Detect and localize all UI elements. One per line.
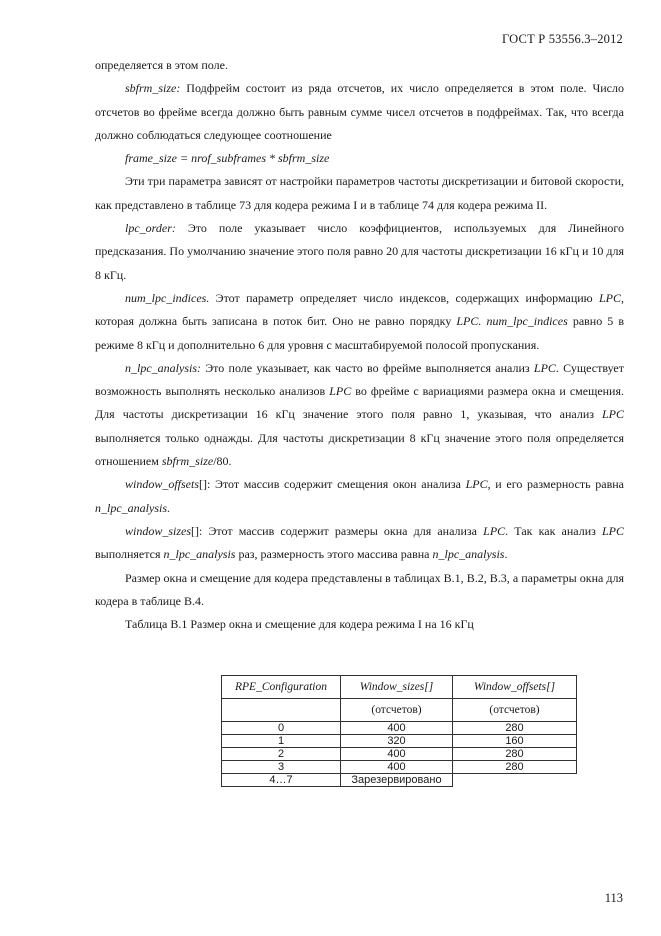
paragraph: Эти три параметра зависят от настройки параметров частоты дискретизации и битовой скорости, как представлено в таблице 73 для кодера режима I и в таблице 74 для кодера режима II.: [95, 174, 624, 212]
paragraph-num-lpc-indices: [95, 287, 624, 357]
paragraph-text: равно 5 в режиме 8 кГц и дополнительно 6 для уровня с масштабируемой полосой пропускания.: [95, 314, 624, 352]
table-row: [222, 761, 577, 774]
paragraph-text: Этот параметр определяет число индексов, содержащих информацию: [209, 290, 599, 305]
table-units-row: [222, 699, 577, 722]
paragraph-window-offsets: [95, 473, 624, 520]
table-cell: 280: [453, 722, 577, 735]
table-row: [222, 748, 577, 761]
table-cell: 280: [453, 761, 577, 774]
term: sbfrm_size: [161, 454, 214, 469]
paragraph: определяется в этом поле.: [95, 58, 228, 72]
table-cell: 320: [341, 735, 453, 748]
table-row: [222, 722, 577, 735]
column-header: RPE_Configuration: [222, 676, 341, 699]
table-row: [222, 735, 577, 748]
table-cell: 1: [222, 735, 341, 748]
column-header: Window_sizes[]: [341, 676, 453, 699]
unit-cell: (отсчетов): [341, 699, 453, 722]
term: num_lpc_indices.: [125, 290, 210, 305]
table-header-row: [222, 676, 577, 699]
paragraph-text: во фрейме с вариациями размера окна и смещения. Для частоты дискретизации 16 кГц значение этого поля равно 1, указывая, что анализ: [95, 384, 625, 422]
paragraph-text: Подфрейм состоит из ряда отсчетов, их число определяется в этом поле. Число отсчетов во фрейме всегда должно быть равным сумме чисел отсчетов в подфреймах. Так, что всегда должно соблюдаться следующее соотношение: [95, 81, 624, 142]
formula: [95, 147, 624, 170]
formula-text: frame_size = nrof_subframes * sbfrm_size: [125, 151, 330, 166]
term: LPC.: [456, 314, 482, 329]
document-header: ГОСТ Р 53556.3–2012: [502, 32, 623, 46]
table-row: [222, 774, 577, 787]
paragraph-text: []: Этот массив содержит размеры окна для анализа: [191, 523, 484, 538]
term: LPC: [483, 523, 506, 538]
term: sbfrm_size:: [125, 81, 181, 96]
term: window_sizes: [125, 523, 192, 538]
table-cell: 400: [341, 748, 453, 761]
paragraph-text: /80.: [213, 454, 232, 469]
table-cell: 280: [453, 748, 577, 761]
table-cell: 4…7: [222, 774, 341, 787]
paragraph-text: .: [504, 547, 508, 562]
table-cell: 400: [341, 761, 453, 774]
paragraph: Размер окна и смещение для кодера представлены в таблицах В.1, В.2, В.3, а параметры окна для кодера в таблице В.4.: [95, 570, 624, 608]
term: LPC: [329, 384, 352, 399]
paragraph-text: Это поле указывает, как часто во фрейме выполняется анализ: [201, 360, 534, 375]
paragraph-text: []: Этот массив содержит смещения окон анализа: [199, 477, 466, 492]
paragraph-text: Это поле указывает число коэффициентов, используемых для Линейного предсказания. По умолчанию значение этого поля равно 20 для частоты дискретизации 16 кГц и 10 для 8 кГц.: [95, 221, 624, 282]
term: n_lpc_analysis:: [125, 360, 201, 375]
table-caption: Таблица В.1 Размер окна и смещение для кодера режима I на 16 кГц: [125, 617, 474, 632]
unit-cell: [222, 699, 341, 722]
term: window_offsets: [125, 477, 200, 492]
paragraph-n-lpc-analysis: [95, 357, 624, 473]
table-cell: Зарезервировано: [341, 774, 453, 787]
paragraph-text: выполняется: [95, 547, 164, 562]
table-cell: 160: [453, 735, 577, 748]
table-cell: 3: [222, 761, 341, 774]
table-cell: 400: [341, 722, 453, 735]
term: LPC: [601, 407, 624, 422]
term: lpc_order:: [125, 221, 176, 236]
table-cell: 2: [222, 748, 341, 761]
term: num_lpc_indices: [481, 314, 568, 329]
paragraph-text: раз, размерность этого массива равна: [235, 547, 433, 562]
term: n_lpc_analysis: [163, 547, 236, 562]
term: LPC: [465, 477, 488, 492]
table-cell: [453, 774, 577, 787]
document-body: [95, 54, 624, 636]
page-number: 113: [604, 891, 623, 905]
term: LPC: [602, 523, 625, 538]
paragraph-text: , которая должна быть записана в поток бит. Оно не равно порядку: [95, 290, 624, 329]
table-cell: 0: [222, 722, 341, 735]
paragraph-text: . Существует возможность выполнять несколько анализов: [95, 360, 624, 399]
paragraph-sbfrm-size: [95, 77, 624, 147]
term: LPC: [533, 360, 556, 375]
paragraph-text: . Так как анализ: [505, 523, 602, 538]
term: LPC: [598, 290, 621, 305]
paragraph-window-sizes: [95, 520, 624, 567]
paragraph-text: , и его размерность равна: [487, 477, 624, 492]
term: n_lpc_analysis: [432, 547, 505, 562]
paragraph-text: выполняется только однажды. Для частоты дискретизации 8 кГц значение этого поля определяется отношением: [95, 430, 624, 469]
paragraph-lpc-order: [95, 217, 624, 287]
term: n_lpc_analysis: [95, 500, 167, 515]
window-table: [221, 675, 577, 787]
paragraph-text: .: [167, 500, 170, 515]
unit-cell: (отсчетов): [453, 699, 577, 722]
column-header: Window_offsets[]: [453, 676, 577, 699]
